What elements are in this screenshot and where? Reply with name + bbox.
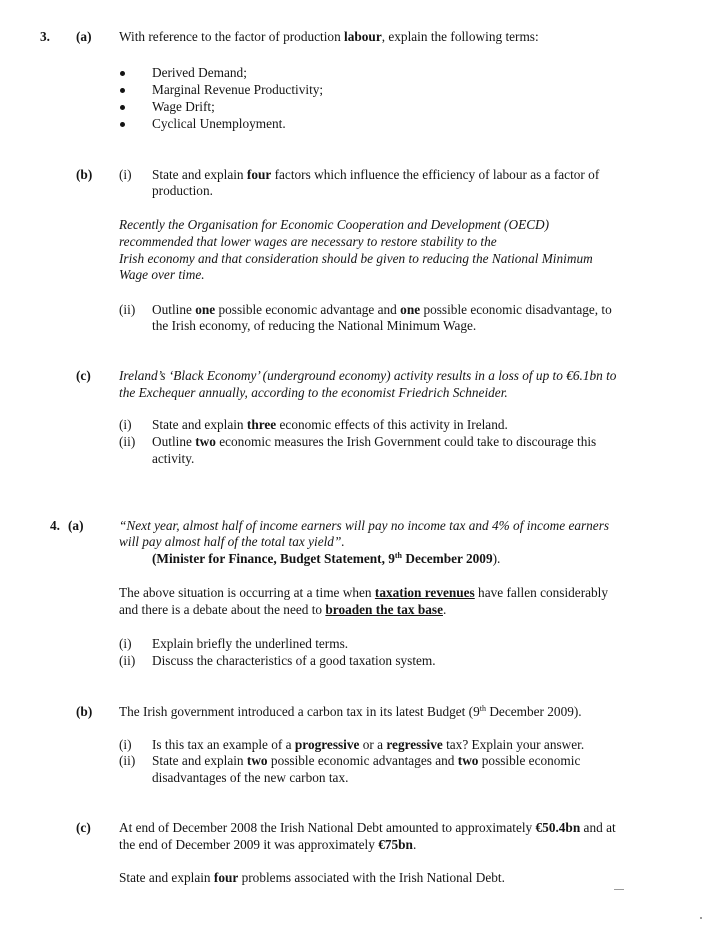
q4a-label: (a) [68, 518, 84, 533]
q3b-label: (b) [76, 167, 93, 182]
q3b-i-label: (i) [119, 167, 132, 182]
q3c-quote-line: Ireland’s ‘Black Economy’ (underground economy) activity results in a loss of up to €6.1bn to [119, 368, 617, 383]
question-4-number: 4. [50, 518, 60, 533]
q4b-ii-text-cont: disadvantages of the new carbon tax. [152, 770, 349, 785]
q4a-quote-line: “Next year, almost half of income earners will pay no income tax and 4% of income earners [119, 518, 610, 533]
q3b-quote-line: Irish economy and that consideration should be given to reducing the National Minimum [119, 251, 593, 266]
q4a-paragraph-cont: and there is a debate about the need to broaden the tax base. [119, 602, 447, 617]
q4a-i-text: Explain briefly the underlined terms. [152, 636, 349, 651]
list-item: Derived Demand; [152, 65, 247, 80]
q4a-ii-text: Discuss the characteristics of a good taxation system. [152, 653, 436, 668]
q4b-i-text: Is this tax an example of a progressive or a regressive tax? Explain your answer. [152, 737, 585, 752]
q4b-i-label: (i) [119, 737, 132, 752]
q4a-paragraph: The above situation is occurring at a time when taxation revenues have fallen considerably [119, 585, 609, 600]
q4a-quote-line: will pay almost half of the total tax yield”. [119, 534, 345, 549]
q4b-label: (b) [76, 704, 93, 719]
q3b-i-text: State and explain four factors which influence the efficiency of labour as a factor of [152, 167, 600, 182]
q3c-ii-text-cont: activity. [152, 451, 195, 466]
bullet-icon [120, 122, 125, 127]
list-item: Wage Drift; [152, 99, 215, 114]
q3c-label: (c) [76, 368, 91, 383]
q4b-intro: The Irish government introduced a carbon tax in its latest Budget (9th December 2009). [119, 704, 582, 719]
q3a-intro: With reference to the factor of production labour, explain the following terms: [119, 29, 539, 44]
q3b-ii-label: (ii) [119, 302, 136, 317]
q4b-ii-text: State and explain two possible economic advantages and two possible economic [152, 753, 581, 768]
list-item: Cyclical Unemployment. [152, 116, 286, 131]
q4a-i-label: (i) [119, 636, 132, 651]
q3b-ii-text-cont: the Irish economy, of reducing the National Minimum Wage. [152, 318, 477, 333]
q4c-line: the end of December 2009 it was approximately €75bn. [119, 837, 417, 852]
q3b-quote-line: Recently the Organisation for Economic Cooperation and Development (OECD) [119, 217, 550, 232]
q3b-quote-line: recommended that lower wages are necessary to restore stability to the [119, 234, 497, 249]
q4a-source: (Minister for Finance, Budget Statement, 9th December 2009). [152, 551, 501, 566]
bullet-icon [120, 88, 125, 93]
q3b-i-text-cont: production. [152, 183, 213, 198]
q3c-quote-line: the Exchequer annually, according to the economist Friedrich Schneider. [119, 385, 508, 400]
list-item: Marginal Revenue Productivity; [152, 82, 324, 97]
scan-mark [700, 917, 702, 919]
bullet-icon [120, 71, 125, 76]
question-3-number: 3. [40, 29, 50, 44]
q4c-label: (c) [76, 820, 91, 835]
q4a-ii-label: (ii) [119, 653, 136, 668]
q3a-label: (a) [76, 29, 92, 44]
q3c-ii-label: (ii) [119, 434, 136, 449]
scan-mark [614, 889, 624, 890]
q3c-i-text: State and explain three economic effects of this activity in Ireland. [152, 417, 508, 432]
q4c-task: State and explain four problems associated with the Irish National Debt. [119, 870, 505, 885]
q3b-ii-text: Outline one possible economic advantage and one possible economic disadvantage, to [152, 302, 612, 317]
q4c-line: At end of December 2008 the Irish National Debt amounted to approximately €50.4bn and at [119, 820, 616, 835]
q3c-i-label: (i) [119, 417, 132, 432]
bullet-icon [120, 105, 125, 110]
q3b-quote-line: Wage over time. [119, 267, 205, 282]
q3c-ii-text: Outline two economic measures the Irish Government could take to discourage this [152, 434, 597, 449]
q4b-ii-label: (ii) [119, 753, 136, 768]
